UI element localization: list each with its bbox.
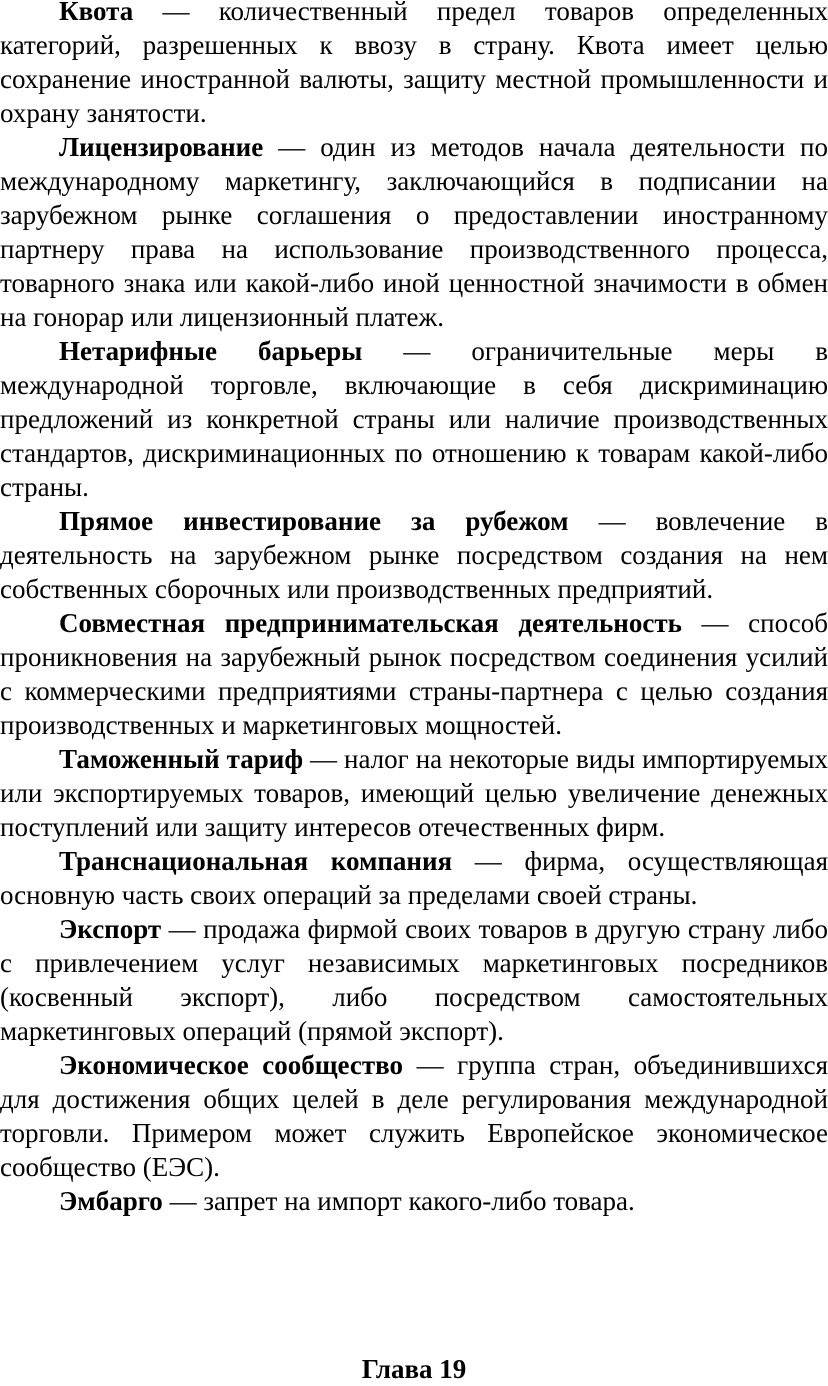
glossary-term: Лицензирование — [59, 132, 264, 162]
glossary-entry-export — [0, 912, 828, 1048]
glossary-definition: — количественный предел товаров определенных категорий, разрешенных к ввозу в страну. Квота имеет целью сохранение иностранной валюты, защиту местной промышленности и охрану занятости. — [0, 0, 828, 128]
glossary-definition: — ограничительные меры в международной торговле, включающие в себя дискриминацию предложений из конкретной страны или наличие производственных стандартов, дискриминационных по отношению к товарам какой-либо страны. — [0, 336, 828, 502]
glossary-entry-direct-investment — [0, 504, 828, 606]
glossary-entry-economic-community — [0, 1048, 828, 1184]
glossary-definition: — вовлечение в деятельность на зарубежном рынке посредством создания на нем собственных сборочных или производственных предприятий. — [0, 506, 828, 604]
glossary-term: Транснациональная компания — [59, 846, 453, 876]
glossary-entry-nontariff-barriers — [0, 334, 828, 504]
glossary-entry-embargo — [0, 1184, 828, 1218]
glossary-term: Экспорт — [59, 914, 162, 944]
glossary-definition: — запрет на импорт какого-либо товара. — [169, 1186, 635, 1216]
glossary-entry-multinational-company — [0, 844, 828, 912]
glossary-term: Прямое инвестирование за рубежом — [59, 506, 569, 536]
glossary-term: Экономическое сообщество — [59, 1050, 404, 1080]
glossary-entry-joint-venture — [0, 606, 828, 742]
glossary-definition: — налог на некоторые виды импортируемых или экспортируемых товаров, имеющий целью увеличение денежных поступлений или защиту интересов отечественных фирм. — [0, 744, 828, 842]
glossary-definition: — фирма, осуществляющая основную часть своих операций за пределами своей страны. — [0, 846, 828, 910]
glossary-term: Эмбарго — [59, 1186, 163, 1216]
glossary-entry-customs-tariff — [0, 742, 828, 844]
glossary-definition: — группа стран, объединившихся для достижения общих целей в деле регулирования международной торговли. Примером может служить Европейское экономическое сообщество (ЕЭС). — [0, 1050, 828, 1182]
glossary-term: Квота — [59, 0, 134, 26]
glossary-entry-quota — [0, 0, 828, 130]
glossary-term: Таможенный тариф — [59, 744, 303, 774]
glossary-definition: — способ проникновения на зарубежный рынок посредством соединения усилий с коммерческими предприятиями страны-партнера с целью создания производственных и маркетинговых мощностей. — [0, 608, 828, 740]
chapter-heading: Глава 19 — [361, 1354, 467, 1384]
glossary-term: Совместная предпринимательская деятельность — [59, 608, 682, 638]
glossary-term: Нетарифные барьеры — [59, 336, 363, 366]
glossary-definition: — один из методов начала деятельности по международному маркетингу, заключающийся в подписании на зарубежном рынке соглашения о предоставлении иностранному партнеру права на использование производственного процесса, товарного знака или какой-либо иной ценностной значимости в обмен на гонорар или лицензионный платеж. — [0, 132, 828, 332]
glossary-entry-licensing — [0, 130, 828, 334]
glossary-definition: — продажа фирмой своих товаров в другую страну либо с привлечением услуг независимых маркетинговых посредников (косвенный экспорт), либо посредством самостоятельных маркетинговых операций (прямой экспорт). — [0, 914, 828, 1046]
